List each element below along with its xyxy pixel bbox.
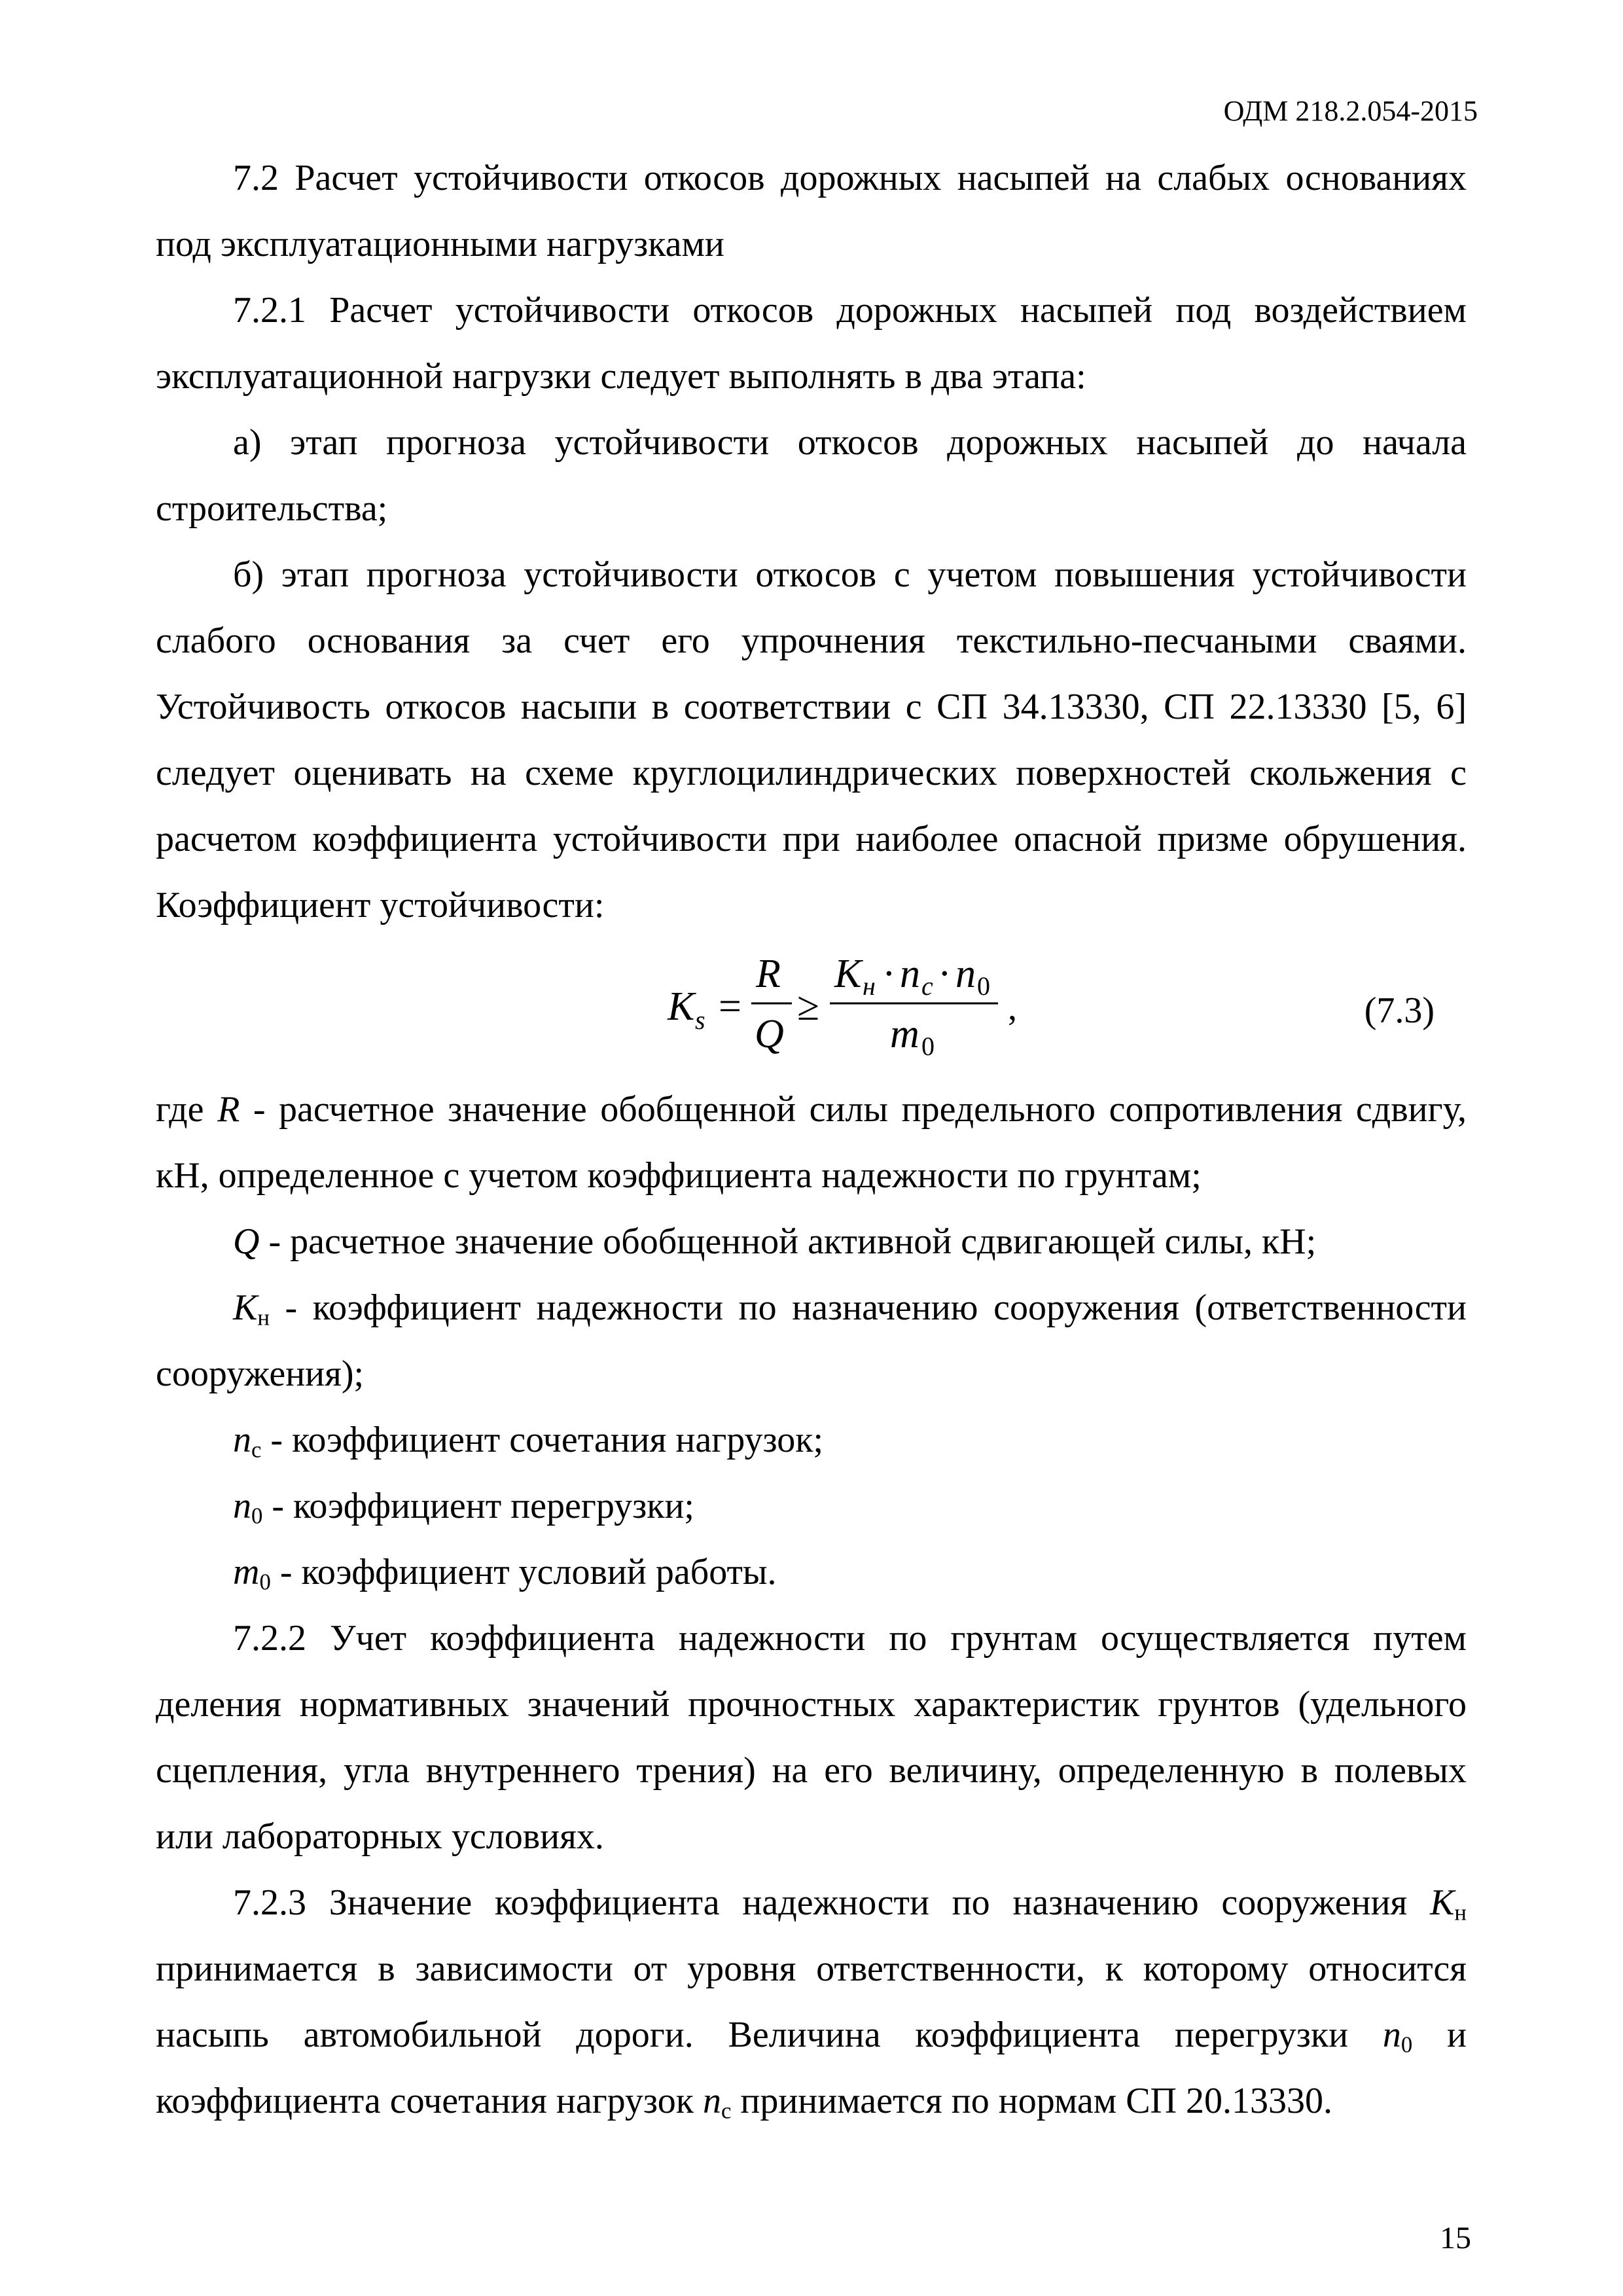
formula-geq: ≥ — [797, 984, 820, 1029]
symbol-K: K — [233, 1287, 258, 1328]
paragraph-7-2-1: 7.2.1 Расчет устойчивости откосов дорожных насыпей под воздействием эксплуатационной нагрузки следует выполнять в два этапа: — [156, 290, 1467, 397]
formula-den-Q: Q — [755, 1012, 784, 1056]
formula-equals: = — [719, 984, 741, 1029]
formula-number: (7.3) — [1364, 990, 1435, 1031]
formula-lhs: K — [668, 984, 695, 1029]
symbol-n: n — [1382, 2015, 1401, 2055]
list-item-b: б) этап прогноза устойчивости откосов с учетом повышения устойчивости слабого основания за счет его упрочнения текстильно-песчаными сваями. Устойчивость откосов насыпи в соответствии с СП 34.13330, СП 22.13330 [5, 6] следует оценивать на схеме круглоцилиндрических поверхностей скольжения с расчетом коэффициента устойчивости при наиболее опасной призме обрушения. Коэффициент устойчивости: — [156, 554, 1467, 925]
symbol-m: m — [233, 1552, 260, 1592]
definition-n0: $n_0$ - коэффициент перегрузки; — [233, 1486, 694, 1529]
list-item-a: а) этап прогноза устойчивости откосов дорожных насыпей до начала строительства; — [156, 422, 1467, 529]
formula-dot-2: · — [938, 952, 952, 996]
symbol-n: n — [233, 1486, 251, 1526]
formula-num-K-sub: н — [863, 971, 876, 1001]
definition-m0: $m_0$ - коэффициент условий работы. — [233, 1552, 777, 1595]
symbol-Q: Q — [233, 1221, 260, 1262]
formula-den-m: m — [890, 1012, 919, 1056]
formula-num-R: R — [756, 952, 781, 996]
formula-num-K: K — [834, 952, 862, 996]
symbol-K: K — [1430, 1882, 1455, 1923]
symbol-n: n — [702, 2081, 721, 2121]
formula-7-3 — [0, 942, 1623, 1073]
formula-dot-1: · — [882, 952, 896, 996]
definition-nc: $n_c$ - коэффициент сочетания нагрузок; — [233, 1420, 824, 1463]
symbol-n: n — [233, 1420, 251, 1460]
body-text-upper — [156, 145, 1467, 939]
definition-R: где R - расчетное значение обобщенной силы предельного сопротивления сдвигу, кН, определенное с учетом коэффициента надежности по грунтам; — [156, 1089, 1467, 1196]
formula-num-n-sub: c — [921, 971, 933, 1001]
body-text-lower — [156, 1077, 1467, 2134]
paragraph-7-2-2: 7.2.2 Учет коэффициента надежности по грунтам осуществляется путем деления нормативных значений прочностных характеристик грунтов (удельного сцепления, угла внутреннего трения) на его величину, определенную в полевых или лабораторных условиях. — [156, 1618, 1467, 1857]
formula-comma: , — [1008, 988, 1017, 1028]
definition-Q: Q - расчетное значение обобщенной активной сдвигающей силы, кН; — [233, 1221, 1317, 1262]
formula-num-n: n — [900, 952, 920, 996]
formula-num-n0: n — [955, 952, 976, 996]
document-code: ОДМ 218.2.054-2015 — [1223, 95, 1478, 127]
symbol-R: R — [217, 1089, 240, 1130]
formula-num-n0-sub: 0 — [977, 971, 990, 1001]
paragraph-7-2-3: 7.2.3 Значение коэффициента надежности по назначению сооружения $K_н$ принимается в зависимости от уровня ответственности, к которому относится насыпь автомобильной дороги. Величина коэффициента перегрузки $n_0$ и коэффициента сочетания нагрузок $n_c$ принимается по нормам СП 20.13330. — [156, 1882, 1467, 2124]
definition-Kn: $K_н$ - коэффициент надежности по назначению сооружения (ответственности сооружения); — [156, 1287, 1467, 1394]
section-7-2-title: 7.2 Расчет устойчивости откосов дорожных насыпей на слабых основаниях под эксплуатационными нагрузками — [156, 158, 1467, 264]
formula-lhs-sub: s — [695, 1005, 705, 1035]
formula-den-m-sub: 0 — [921, 1031, 935, 1061]
page-number: 15 — [1440, 2221, 1471, 2255]
